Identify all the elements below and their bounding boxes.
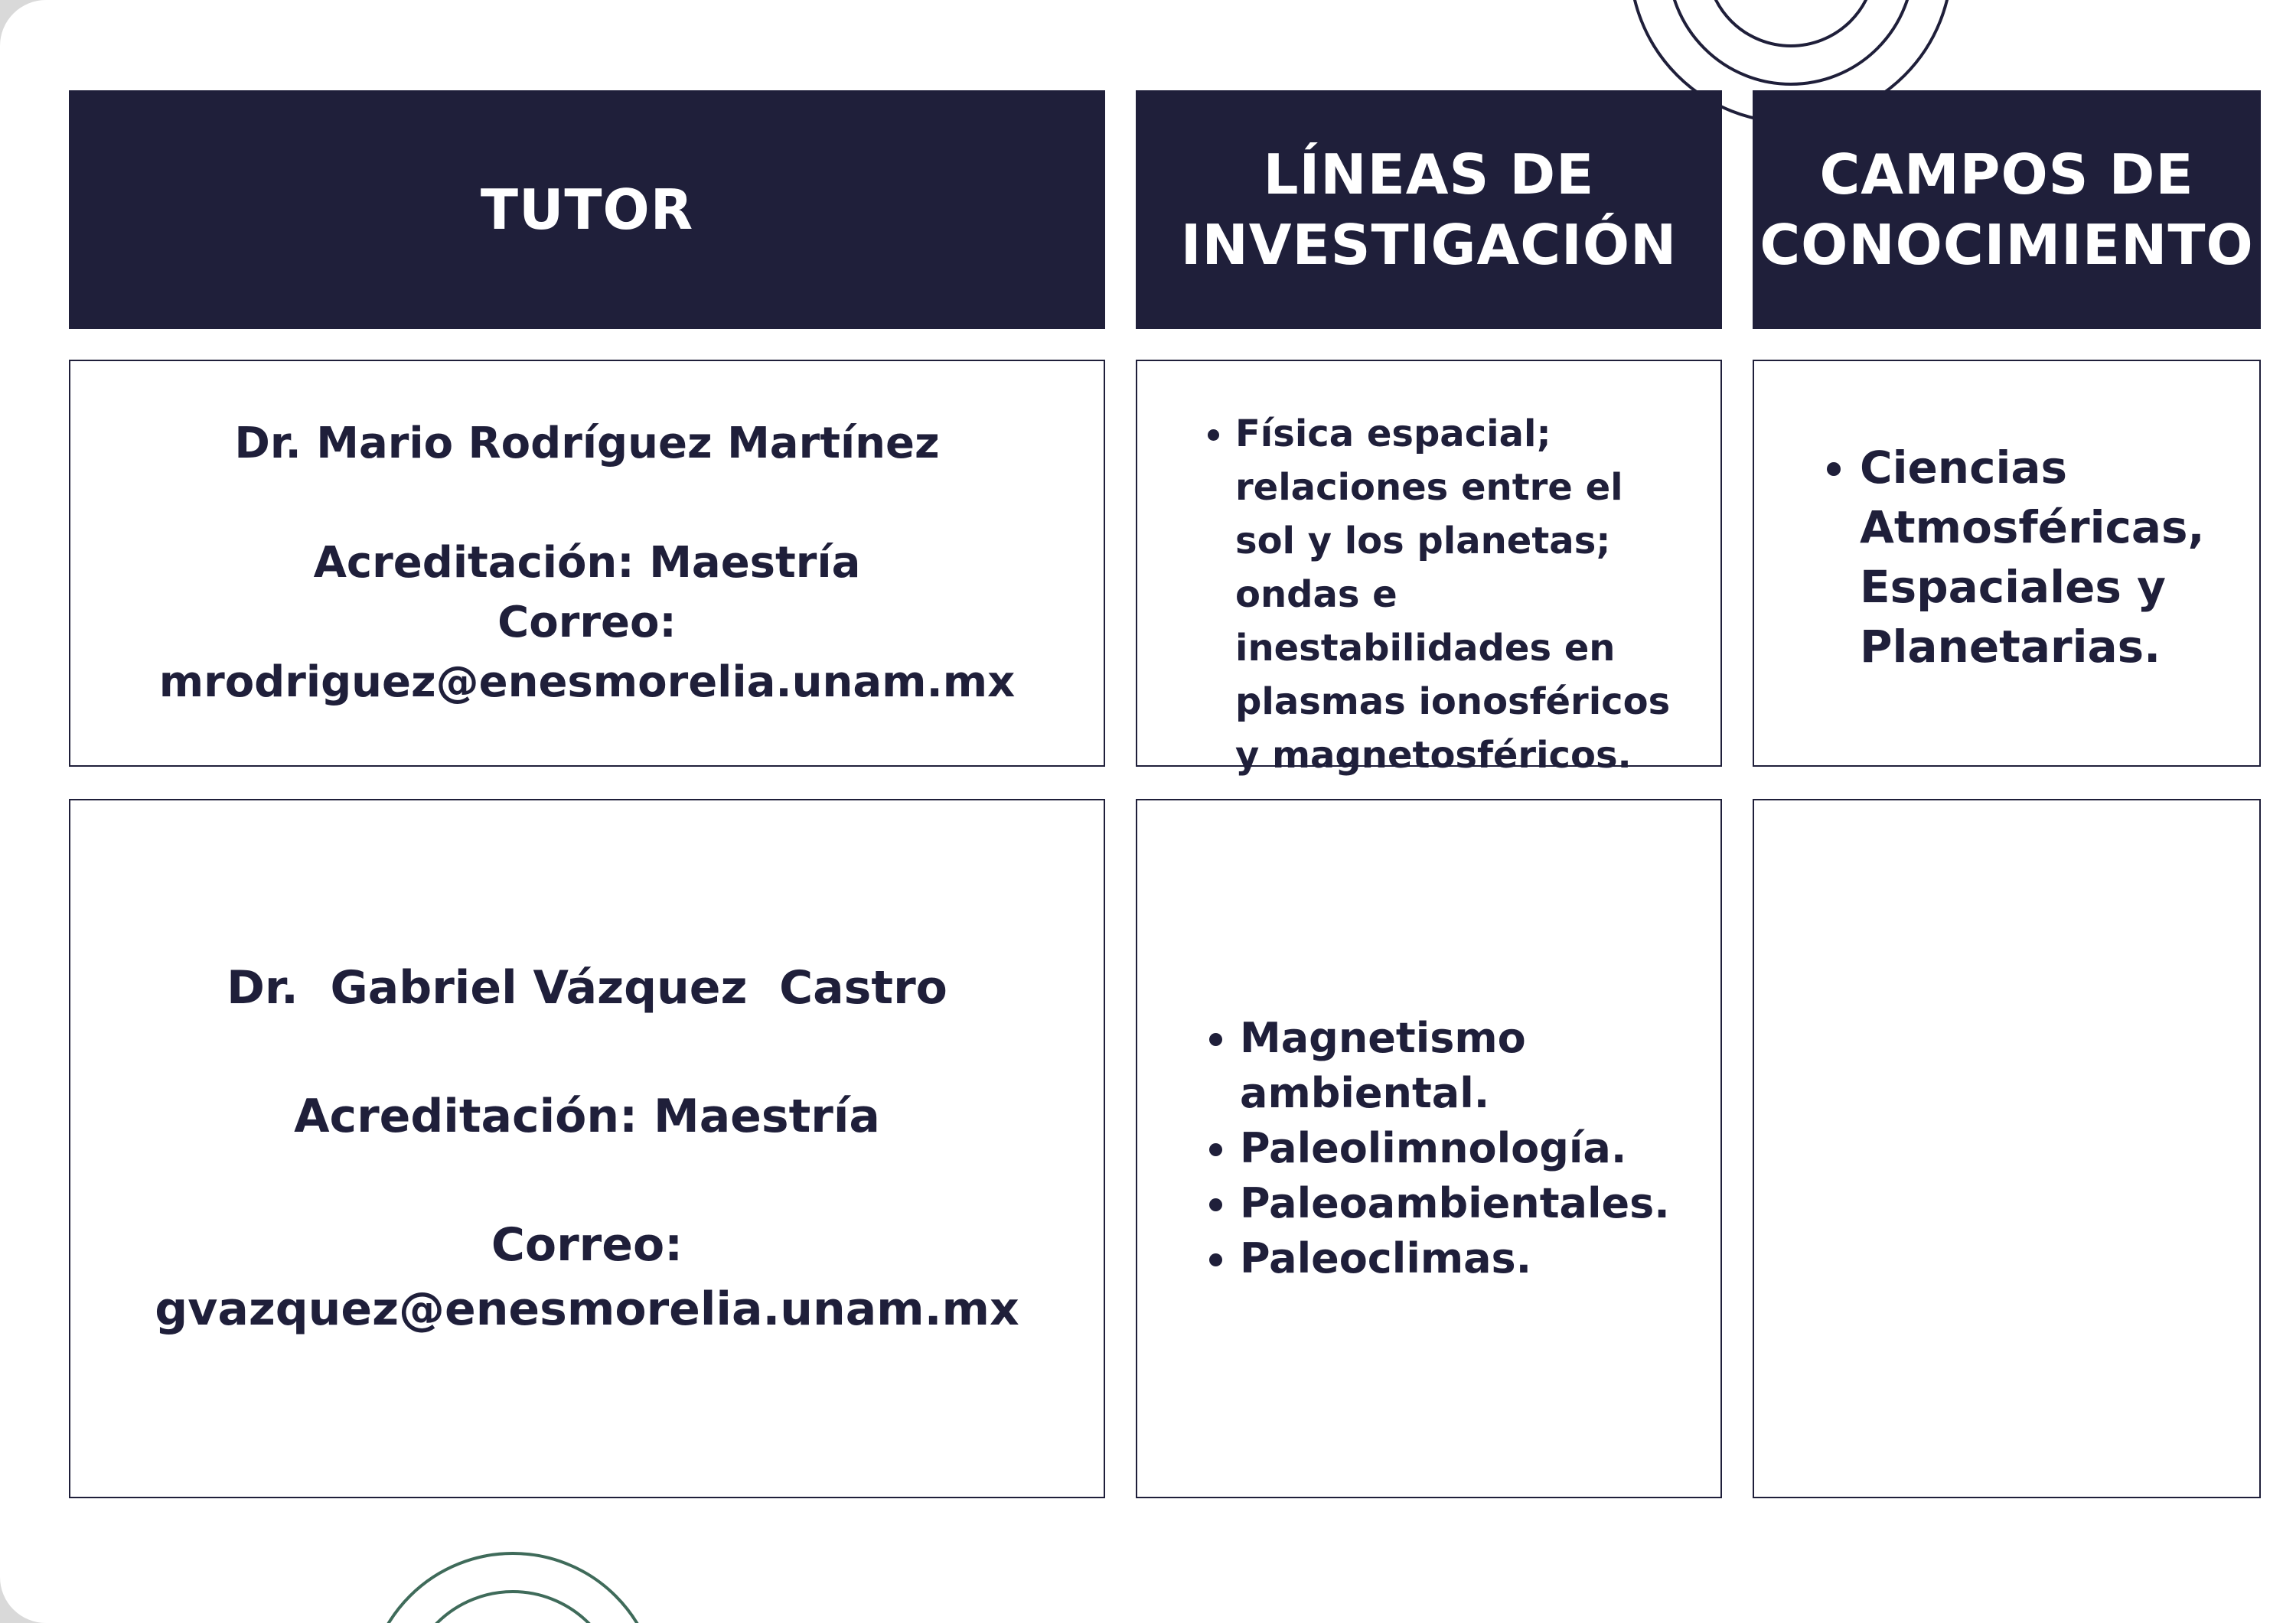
header-lineas-label: LÍNEAS DE INVESTIGACIÓN: [1180, 142, 1678, 277]
list-item: • Ciencias Atmosféricas, Espaciales y Planetarias.: [1860, 438, 2236, 676]
header-campos: [1753, 90, 2261, 329]
list-item: • Paleolimnología.: [1240, 1121, 1698, 1176]
knowledge-fields-list: [1754, 438, 2259, 676]
tutor-email-label: Correo:: [491, 1218, 683, 1272]
header-tutor: [69, 90, 1105, 329]
tutor-cell: [69, 360, 1105, 767]
tutor-email-label: Correo:: [497, 598, 677, 647]
tutor-accreditation: Acreditación: Maestría: [294, 1090, 880, 1143]
concentric-circles-decoration: [337, 1546, 689, 1623]
list-item: • Paleoambientales.: [1240, 1176, 1698, 1231]
header-lineas: [1136, 90, 1722, 329]
knowledge-fields-cell-empty: [1753, 799, 2261, 1498]
header-campos-label: CAMPOS DE CONOCIMIENTO: [1760, 142, 2254, 277]
list-item: • Física espacial; relaciones entre el sol y los planetas; ondas e inestabilidades en plasmas ionosféricos y magnetosféricos.: [1235, 407, 1690, 782]
tutor-cell: [69, 799, 1105, 1498]
list-item: • Magnetismo ambiental.: [1240, 1011, 1698, 1121]
header-tutor-label: TUTOR: [480, 178, 694, 242]
knowledge-fields-cell: [1753, 360, 2261, 767]
research-lines-list: [1137, 407, 1720, 782]
research-lines-cell: [1136, 799, 1722, 1498]
research-lines-list: [1137, 1011, 1720, 1286]
tutor-accreditation: Acreditación: Maestría: [313, 538, 861, 588]
tutor-name: Dr. Mario Rodríguez Martínez: [234, 419, 940, 468]
tutor-email: gvazquez@enesmorelia.unam.mx: [155, 1282, 1019, 1336]
research-lines-cell: [1136, 360, 1722, 777]
list-item: • Paleoclimas.: [1240, 1231, 1698, 1286]
tutor-name: Dr. Gabriel Vázquez Castro: [227, 961, 947, 1015]
tutor-email: mrodriguez@enesmorelia.unam.mx: [158, 657, 1016, 707]
